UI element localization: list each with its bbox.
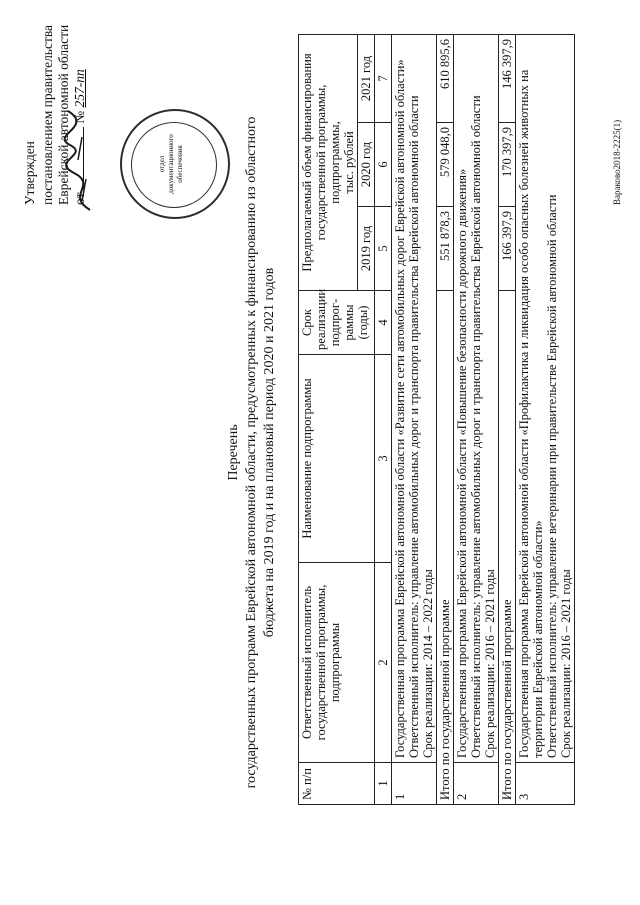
approval-date-prefix: от bbox=[72, 192, 87, 205]
seal-stamp-icon bbox=[120, 109, 230, 219]
col-num-5: 5 bbox=[375, 207, 392, 291]
doc-subtitle-line-1: государственных программ Еврейской автономной области, предусмотренных к финансированию из областного bbox=[244, 116, 259, 789]
program-total-label: Итого по государственной программе bbox=[437, 291, 454, 805]
seal-text: отдел документационного обеспечения bbox=[158, 134, 184, 194]
approved-label: Утвержден bbox=[22, 141, 37, 205]
approval-number: 257-пп bbox=[72, 69, 87, 108]
header-responsible: Ответственный исполнитель государственной программы, подпрограммы bbox=[299, 563, 375, 763]
program-num: 2 bbox=[454, 763, 499, 805]
header-year-2021: 2021 год bbox=[358, 34, 375, 122]
col-num-3: 3 bbox=[375, 355, 392, 563]
program-total-2020: 170 397,9 bbox=[499, 123, 516, 207]
program-row bbox=[454, 34, 499, 804]
program-total-2020: 579 048,0 bbox=[437, 123, 454, 207]
program-num: 3 bbox=[516, 763, 575, 805]
program-row bbox=[392, 34, 437, 804]
col-num-7: 7 bbox=[375, 34, 392, 122]
program-total-label: Итого по государственной программе bbox=[499, 291, 516, 805]
header-year-2019: 2019 год bbox=[358, 207, 375, 291]
col-num-4: 4 bbox=[375, 291, 392, 355]
program-row bbox=[516, 34, 575, 804]
approval-line-2: Еврейской автономной области bbox=[56, 24, 71, 205]
header-num: № п/п bbox=[299, 763, 375, 805]
program-total-2019: 166 397,9 bbox=[499, 207, 516, 291]
program-total-2019: 551 878,3 bbox=[437, 207, 454, 291]
col-num-1: 1 bbox=[375, 763, 392, 805]
program-description: Государственная программа Еврейской автономной области «Повышение безопасности дорожного движения» Ответственный исполнитель: управление автомобильных дорог и транспорта правительства Еврейской автономной области Срок реализации: 2016 – 2021 годы bbox=[454, 34, 499, 762]
header-year-2020: 2020 год bbox=[358, 123, 375, 207]
header-funding: Предполагаемый объем финансирования государственной программы, подпрограммы, тыс. рублей bbox=[299, 34, 358, 290]
table-header-row bbox=[299, 34, 358, 804]
header-term: Срок реализации подпрог- раммы (годы) bbox=[299, 291, 375, 355]
signature-icon bbox=[60, 105, 100, 215]
program-num: 1 bbox=[392, 763, 437, 805]
doc-subtitle-line-2: бюджета на 2019 год и на плановый период 2020 и 2021 годов bbox=[262, 267, 277, 638]
doc-title: Перечень bbox=[226, 424, 241, 481]
column-numbers-row bbox=[375, 34, 392, 804]
document-footer-code: Вараково2018-2225(1) bbox=[612, 119, 622, 205]
programs-table bbox=[298, 34, 575, 805]
program-description: Государственная программа Еврейской автономной области «Развитие сети автомобильных дорог Еврейской автономной области» Ответственный исполнитель: управление автомобильных дорог и транспорта правительства Еврейской автономной области Срок реализации: 2014 – 2022 годы bbox=[392, 34, 437, 762]
approval-number-prefix: № bbox=[72, 110, 87, 124]
header-subprogram: Наименование подпрограммы bbox=[299, 355, 375, 563]
program-total-2021: 146 397,9 bbox=[499, 34, 516, 122]
program-description: Государственная программа Еврейской автономной области «Профилактика и ликвидация особо опасных болезней животных на территории Еврейской автономной области» Ответственный исполнитель: управление ветеринарии при правительстве Еврейской автономной области Срок реализации: 2016 – 2021 годы bbox=[516, 34, 575, 762]
col-num-2: 2 bbox=[375, 563, 392, 763]
program-total-row bbox=[499, 34, 516, 804]
program-total-row bbox=[437, 34, 454, 804]
approval-line-1: постановлением правительства bbox=[40, 24, 55, 205]
col-num-6: 6 bbox=[375, 123, 392, 207]
program-total-2021: 610 895,6 bbox=[437, 34, 454, 122]
